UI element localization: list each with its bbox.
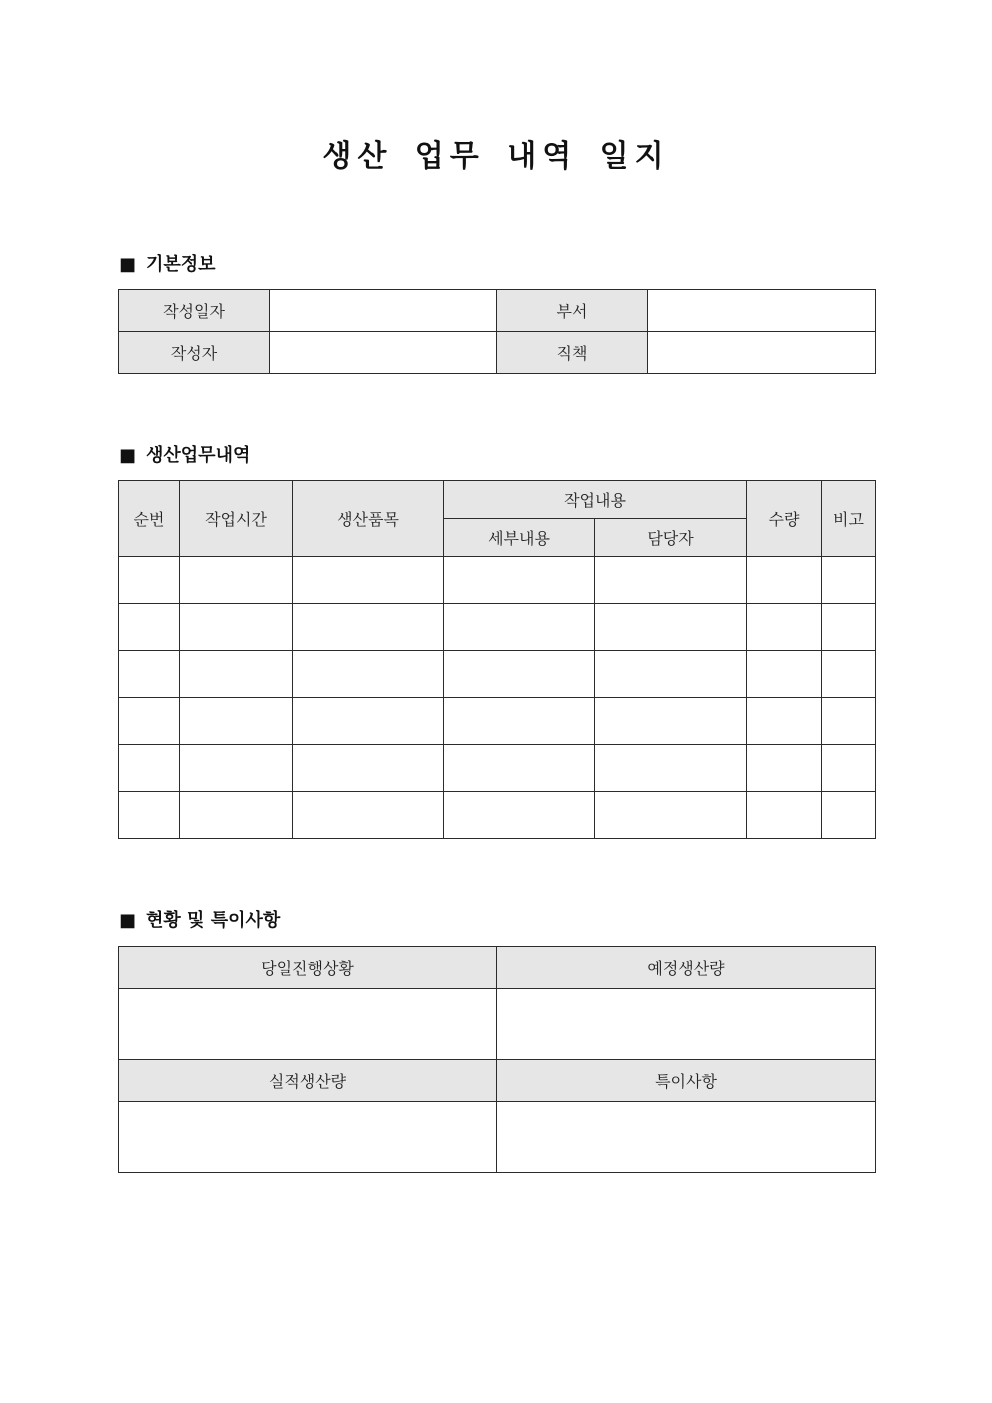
detail-cell[interactable] [444,651,595,698]
label-planned-output: 예정생산량 [497,947,876,989]
seq-cell[interactable] [119,698,180,745]
item-cell[interactable] [293,745,444,792]
detail-cell[interactable] [444,557,595,604]
status-value-row [119,1102,876,1173]
item-cell[interactable] [293,604,444,651]
qty-cell[interactable] [747,792,822,839]
item-cell[interactable] [293,651,444,698]
position-field[interactable] [648,332,876,374]
time-cell[interactable] [180,557,293,604]
section-heading-basic-info [119,253,216,277]
seq-cell[interactable] [119,792,180,839]
detail-cell[interactable] [444,698,595,745]
basic-info-table [118,289,876,374]
department-field[interactable] [648,290,876,332]
section-title: 생산업무내역 [146,445,251,466]
qty-cell[interactable] [747,745,822,792]
col-header-note: 비고 [822,481,876,557]
seq-cell[interactable] [119,745,180,792]
section-title: 기본정보 [146,254,216,275]
square-bullet-icon: ■ [119,445,137,466]
table-row [119,604,876,651]
time-cell[interactable] [180,604,293,651]
manager-cell[interactable] [595,557,747,604]
note-cell[interactable] [822,745,876,792]
manager-cell[interactable] [595,651,747,698]
seq-cell[interactable] [119,651,180,698]
today-progress-field[interactable] [119,989,497,1060]
manager-cell[interactable] [595,604,747,651]
basic-info-row [119,290,876,332]
detail-cell[interactable] [444,745,595,792]
status-label-row [119,947,876,989]
manager-cell[interactable] [595,792,747,839]
status-label-row [119,1060,876,1102]
time-cell[interactable] [180,745,293,792]
item-cell[interactable] [293,792,444,839]
header-row [119,481,876,519]
col-header-seq: 순번 [119,481,180,557]
table-row [119,557,876,604]
table-row [119,651,876,698]
col-header-detail: 세부내용 [444,519,595,557]
time-cell[interactable] [180,698,293,745]
special-notes-field[interactable] [497,1102,876,1173]
qty-cell[interactable] [747,557,822,604]
detail-cell[interactable] [444,604,595,651]
manager-cell[interactable] [595,698,747,745]
author-field[interactable] [270,332,497,374]
label-author: 작성자 [119,332,270,374]
square-bullet-icon: ■ [119,254,137,275]
manager-cell[interactable] [595,745,747,792]
label-position: 직책 [497,332,648,374]
square-bullet-icon: ■ [119,910,137,931]
time-cell[interactable] [180,651,293,698]
note-cell[interactable] [822,651,876,698]
col-header-manager: 담당자 [595,519,747,557]
status-table [118,946,876,1173]
col-header-work-content: 작업내용 [444,481,747,519]
note-cell[interactable] [822,557,876,604]
qty-cell[interactable] [747,604,822,651]
label-date: 작성일자 [119,290,270,332]
qty-cell[interactable] [747,698,822,745]
item-cell[interactable] [293,698,444,745]
section-title: 현황 및 특이사항 [146,910,281,931]
section-heading-status [119,909,280,933]
detail-cell[interactable] [444,792,595,839]
note-cell[interactable] [822,792,876,839]
basic-info-row [119,332,876,374]
actual-output-field[interactable] [119,1102,497,1173]
planned-output-field[interactable] [497,989,876,1060]
table-row [119,698,876,745]
page-title: 생산 업무 내역 일지 [322,139,670,174]
production-table [118,480,876,839]
qty-cell[interactable] [747,651,822,698]
label-department: 부서 [497,290,648,332]
table-row [119,745,876,792]
status-value-row [119,989,876,1060]
section-heading-production [119,444,250,468]
col-header-qty: 수량 [747,481,822,557]
label-actual-output: 실적생산량 [119,1060,497,1102]
note-cell[interactable] [822,604,876,651]
item-cell[interactable] [293,557,444,604]
note-cell[interactable] [822,698,876,745]
col-header-time: 작업시간 [180,481,293,557]
col-header-item: 생산품목 [293,481,444,557]
date-field[interactable] [270,290,497,332]
time-cell[interactable] [180,792,293,839]
seq-cell[interactable] [119,604,180,651]
table-row [119,792,876,839]
label-today-progress: 당일진행상황 [119,947,497,989]
label-special-notes: 특이사항 [497,1060,876,1102]
seq-cell[interactable] [119,557,180,604]
